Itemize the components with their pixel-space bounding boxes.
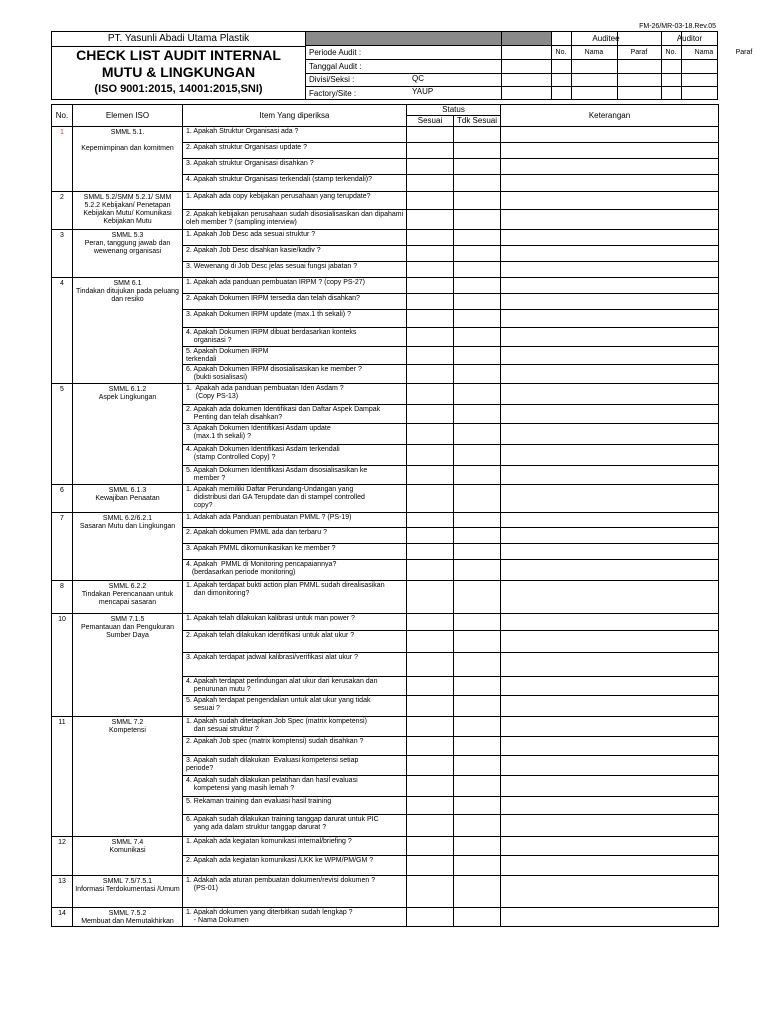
row-number: 7 — [52, 513, 73, 581]
table-row — [52, 614, 719, 631]
table-row — [52, 717, 719, 737]
auditee-no-header: No. — [555, 49, 567, 56]
sesuai-cell[interactable] — [407, 485, 454, 513]
table-row — [52, 278, 719, 294]
keterangan-cell[interactable] — [501, 856, 719, 876]
check-item: 3. Apakah Dokumen IRPM update (max.1 th sekali) ? — [183, 310, 407, 328]
tdk-sesuai-cell[interactable] — [454, 876, 501, 908]
tdk-sesuai-cell[interactable] — [454, 614, 501, 631]
tdk-sesuai-cell[interactable] — [454, 445, 501, 466]
keterangan-cell[interactable] — [501, 328, 719, 347]
tdk-sesuai-cell[interactable] — [454, 544, 501, 560]
elemen-iso: SMML 7.4 Komunikasi — [73, 837, 183, 876]
table-row — [52, 513, 719, 528]
row-number: 3 — [52, 230, 73, 278]
keterangan-cell[interactable] — [501, 631, 719, 653]
tdk-sesuai-cell[interactable] — [454, 246, 501, 262]
sesuai-cell[interactable] — [407, 776, 454, 797]
col-header-status: Status — [407, 105, 501, 116]
row-number: 13 — [52, 876, 73, 908]
keterangan-cell[interactable] — [501, 677, 719, 696]
check-item: 1. Apakah ada panduan pembuatan IRPM ? (copy PS-27) — [183, 278, 407, 294]
form-header — [51, 31, 753, 100]
check-item: 1. Apakah sudah ditetapkan Job Spec (matrix kompetensi) dan sesuai struktur ? — [183, 717, 407, 737]
check-item: 1. Apakah terdapat bukti action plan PMML sudah direalisasikan dan dimonitoring? — [183, 581, 407, 614]
tdk-sesuai-cell[interactable] — [454, 175, 501, 192]
row-number: 14 — [52, 908, 73, 927]
tdk-sesuai-cell[interactable] — [454, 143, 501, 159]
col-header-keterangan: Keterangan — [501, 105, 719, 127]
tanggal-audit-label: Tanggal Audit : — [309, 62, 362, 71]
check-item: 4. Apakah PMML di Monitoring pencapaiannya? (berdasarkan periode monitoring) — [183, 560, 407, 581]
sesuai-cell[interactable] — [407, 560, 454, 581]
check-item: 4. Apakah sudah dilakukan pelatihan dan hasil evaluasi kompetensi yang masih lemah ? — [183, 776, 407, 797]
sesuai-cell[interactable] — [407, 210, 454, 230]
keterangan-cell[interactable] — [501, 528, 719, 544]
tdk-sesuai-cell[interactable] — [454, 384, 501, 405]
elemen-iso: SMML 6.2/6.2.1 Sasaran Mutu dan Lingkungan — [73, 513, 183, 581]
keterangan-cell[interactable] — [501, 159, 719, 175]
sesuai-cell[interactable] — [407, 424, 454, 445]
auditor-heading: Auditor — [676, 34, 703, 43]
sesuai-cell[interactable] — [407, 581, 454, 614]
sesuai-cell[interactable] — [407, 262, 454, 278]
tdk-sesuai-cell[interactable] — [454, 192, 501, 210]
elemen-iso: SMM 6.1 Tindakan ditujukan pada peluang dan resiko — [73, 278, 183, 384]
keterangan-cell[interactable] — [501, 445, 719, 466]
keterangan-cell[interactable] — [501, 175, 719, 192]
check-item: 4. Apakah Dokumen IRPM dibuat berdasarkan konteks organisasi ? — [183, 328, 407, 347]
check-item: 1. Apakah Struktur Organisasi ada ? — [183, 127, 407, 143]
keterangan-cell[interactable] — [501, 347, 719, 365]
tdk-sesuai-cell[interactable] — [454, 513, 501, 528]
col-header-no: No. — [52, 105, 73, 127]
check-item: 1. Apakah telah dilakukan kalibrasi untuk man power ? — [183, 614, 407, 631]
elemen-iso: SMML 7.5.2 Membuat dan Memutakhirkan — [73, 908, 183, 927]
elemen-iso: SMML 6.1.3 Kewajiban Penaatan — [73, 485, 183, 513]
factory-site-value[interactable]: YAUP — [412, 87, 434, 96]
checklist-body — [52, 127, 719, 927]
divider — [551, 73, 717, 74]
check-item: 2. Apakah dokumen PMML ada dan terbaru ? — [183, 528, 407, 544]
tdk-sesuai-cell[interactable] — [454, 127, 501, 143]
elemen-iso: SMML 6.1.2 Aspek Lingkungan — [73, 384, 183, 485]
check-item: 6. Apakah Dokumen IRPM disosialisasikan ke member ? (bukti sosialisasi) — [183, 365, 407, 384]
table-row — [52, 127, 719, 143]
tdk-sesuai-cell[interactable] — [454, 631, 501, 653]
keterangan-cell[interactable] — [501, 815, 719, 837]
company-name: PT. Yasunli Abadi Utama Plastik — [52, 32, 305, 47]
tdk-sesuai-cell[interactable] — [454, 815, 501, 837]
check-item: 4. Apakah Dokumen Identifikasi Asdam terkendali (stamp Controlled Copy) ? — [183, 445, 407, 466]
sesuai-cell[interactable] — [407, 159, 454, 175]
tdk-sesuai-cell[interactable] — [454, 797, 501, 815]
tdk-sesuai-cell[interactable] — [454, 677, 501, 696]
tdk-sesuai-cell[interactable] — [454, 581, 501, 614]
keterangan-cell[interactable] — [501, 776, 719, 797]
check-item: 1. Adakah ada aturan pembuatan dokumen/revisi dokumen ? (PS-01) — [183, 876, 407, 908]
sesuai-cell[interactable] — [407, 856, 454, 876]
sesuai-cell[interactable] — [407, 653, 454, 677]
sesuai-cell[interactable] — [407, 677, 454, 696]
sesuai-cell[interactable] — [407, 328, 454, 347]
sesuai-cell[interactable] — [407, 127, 454, 143]
row-number: 1 — [52, 127, 73, 192]
check-item: 3. Apakah terdapat jadwal kalibrasi/verifikasi alat ukur ? — [183, 653, 407, 677]
check-item: 1. Apakah memiliki Daftar Perundang-Undangan yang didistribusi dari GA Terupdate dan di stampel controlled copy? — [183, 485, 407, 513]
sesuai-cell[interactable] — [407, 230, 454, 246]
sesuai-cell[interactable] — [407, 175, 454, 192]
check-item: 1. Adakah ada Panduan pembuatan PMML ? (PS-19) — [183, 513, 407, 528]
check-item: 4. Apakah struktur Organisasi terkendali (stamp terkendali)? — [183, 175, 407, 192]
table-row — [52, 837, 719, 856]
divider — [551, 59, 717, 60]
check-item: 2. Apakah Job Desc disahkan kasie/kadiv ? — [183, 246, 407, 262]
keterangan-cell[interactable] — [501, 246, 719, 262]
keterangan-cell[interactable] — [501, 384, 719, 405]
check-item: 5. Apakah terdapat pengendalian untuk alat ukur yang tidak sesuai ? — [183, 696, 407, 717]
keterangan-cell[interactable] — [501, 210, 719, 230]
tdk-sesuai-cell[interactable] — [454, 424, 501, 445]
tdk-sesuai-cell[interactable] — [454, 210, 501, 230]
title-line-2: MUTU & LINGKUNGAN — [101, 64, 256, 80]
auditee-heading: Auditee — [592, 34, 620, 43]
factory-site-label: Factory/Site : — [309, 89, 357, 98]
keterangan-cell[interactable] — [501, 581, 719, 614]
check-item: 6. Apakah sudah dilakukan training tanggap darurat untuk PIC yang ada dalam struktur tanggap darurat ? — [183, 815, 407, 837]
elemen-iso: SMML 6.2.2 Tindakan Perencanaan untuk mencapai sasaran — [73, 581, 183, 614]
auditor-nama-header: Nama — [694, 49, 714, 56]
check-item: 2. Apakah ada dokumen Identifikasi dan Daftar Aspek Dampak Penting dan telah disahkan? — [183, 405, 407, 424]
tdk-sesuai-cell[interactable] — [454, 756, 501, 776]
tdk-sesuai-cell[interactable] — [454, 230, 501, 246]
elemen-iso: SMML 7.2 Kompetensi — [73, 717, 183, 837]
sesuai-cell[interactable] — [407, 696, 454, 717]
tdk-sesuai-cell[interactable] — [454, 262, 501, 278]
tdk-sesuai-cell[interactable] — [454, 837, 501, 856]
tdk-sesuai-cell[interactable] — [454, 405, 501, 424]
keterangan-cell[interactable] — [501, 310, 719, 328]
keterangan-cell[interactable] — [501, 262, 719, 278]
keterangan-cell[interactable] — [501, 614, 719, 631]
keterangan-cell[interactable] — [501, 737, 719, 756]
keterangan-cell[interactable] — [501, 908, 719, 927]
tdk-sesuai-cell[interactable] — [454, 466, 501, 485]
keterangan-cell[interactable] — [501, 230, 719, 246]
sesuai-cell[interactable] — [407, 717, 454, 737]
tdk-sesuai-cell[interactable] — [454, 278, 501, 294]
tdk-sesuai-cell[interactable] — [454, 485, 501, 513]
divider — [551, 86, 717, 87]
tdk-sesuai-cell[interactable] — [454, 310, 501, 328]
auditor-no-header: No. — [665, 49, 677, 56]
row-number: 10 — [52, 614, 73, 717]
check-item: 2. Apakah ada kegiatan komunikasi /LKK ke WPM/PM/GM ? — [183, 856, 407, 876]
table-row — [52, 908, 719, 927]
sesuai-cell[interactable] — [407, 631, 454, 653]
checklist-table — [51, 104, 719, 927]
keterangan-cell[interactable] — [501, 143, 719, 159]
check-item: 3. Apakah struktur Organisasi disahkan ? — [183, 159, 407, 175]
keterangan-cell[interactable] — [501, 876, 719, 908]
tdk-sesuai-cell[interactable] — [454, 328, 501, 347]
check-item: 1. Apakah ada copy kebijakan perusahaan yang terupdate? — [183, 192, 407, 210]
sesuai-cell[interactable] — [407, 278, 454, 294]
divisi-seksi-value[interactable]: QC — [412, 74, 424, 83]
table-row — [52, 485, 719, 513]
elemen-iso: SMML 5.2/SMM 5.2.1/ SMM 5.2.2 Kebijakan/ Penetapan Kebijakan Mutu/ Komunikasi Kebijakan Mutu — [73, 192, 183, 230]
sesuai-cell[interactable] — [407, 544, 454, 560]
divisi-seksi-label: Divisi/Seksi : — [309, 75, 355, 84]
table-row — [52, 876, 719, 908]
keterangan-cell[interactable] — [501, 544, 719, 560]
table-row — [52, 384, 719, 405]
table-row — [52, 192, 719, 210]
keterangan-cell[interactable] — [501, 424, 719, 445]
tdk-sesuai-cell[interactable] — [454, 365, 501, 384]
keterangan-cell[interactable] — [501, 365, 719, 384]
row-number: 11 — [52, 717, 73, 837]
keterangan-cell[interactable] — [501, 127, 719, 143]
keterangan-cell[interactable] — [501, 278, 719, 294]
keterangan-cell[interactable] — [501, 756, 719, 776]
check-item: 1. Apakah Job Desc ada sesuai struktur ? — [183, 230, 407, 246]
row-number: 5 — [52, 384, 73, 485]
shaded-band — [306, 32, 551, 45]
sesuai-cell[interactable] — [407, 876, 454, 908]
tdk-sesuai-cell[interactable] — [454, 653, 501, 677]
row-number: 12 — [52, 837, 73, 876]
check-item: 1. Apakah ada kegiatan komunikasi internal/briefing ? — [183, 837, 407, 856]
tdk-sesuai-cell[interactable] — [454, 560, 501, 581]
tdk-sesuai-cell[interactable] — [454, 737, 501, 756]
check-item: 5. Apakah Dokumen IRPM terkendali — [183, 347, 407, 365]
check-item: 3. Apakah sudah dilakukan Evaluasi kompetensi setiap periode? — [183, 756, 407, 776]
keterangan-cell[interactable] — [501, 837, 719, 856]
keterangan-cell[interactable] — [501, 294, 719, 310]
keterangan-cell[interactable] — [501, 513, 719, 528]
check-item: 5. Apakah Dokumen Identifikasi Asdam disosialisasikan ke member ? — [183, 466, 407, 485]
sesuai-cell[interactable] — [407, 528, 454, 544]
col-header-elemen: Elemen ISO — [73, 105, 183, 127]
table-row — [52, 581, 719, 614]
check-item: 2. Apakah Job spec (matrix komptensi) sudah disahkan ? — [183, 737, 407, 756]
sesuai-cell[interactable] — [407, 837, 454, 856]
tdk-sesuai-cell[interactable] — [454, 908, 501, 927]
auditee-paraf-header: Paraf — [630, 49, 648, 56]
auditee-nama-header: Nama — [584, 49, 604, 56]
elemen-iso: SMML 5.3 Peran, tanggung jawab dan wewenang organisasi — [73, 230, 183, 278]
check-item: 3. Apakah PMML dikomunikasikan ke member ? — [183, 544, 407, 560]
tdk-sesuai-cell[interactable] — [454, 159, 501, 175]
tdk-sesuai-cell[interactable] — [454, 347, 501, 365]
keterangan-cell[interactable] — [501, 485, 719, 513]
sesuai-cell[interactable] — [407, 246, 454, 262]
tdk-sesuai-cell[interactable] — [454, 717, 501, 737]
row-number: 6 — [52, 485, 73, 513]
sesuai-cell[interactable] — [407, 192, 454, 210]
tdk-sesuai-cell[interactable] — [454, 856, 501, 876]
sesuai-cell[interactable] — [407, 908, 454, 927]
col-header-item: Item Yang diperiksa — [183, 105, 407, 127]
check-item: 3. Wewenang di Job Desc jelas sesuai fungsi jabatan ? — [183, 262, 407, 278]
sesuai-cell[interactable] — [407, 466, 454, 485]
check-item: 2. Apakah struktur Organisasi update ? — [183, 143, 407, 159]
title-line-3: (ISO 9001:2015, 14001:2015,SNI) — [94, 83, 263, 95]
tdk-sesuai-cell[interactable] — [454, 528, 501, 544]
sesuai-cell[interactable] — [407, 365, 454, 384]
col-header-sesuai: Sesuai — [407, 116, 454, 127]
check-item: 2. Apakah telah dilakukan identifikasi untuk alat ukur ? — [183, 631, 407, 653]
check-item: 1. Apakah ada panduan pembuatan Iden Asdam ? (Copy PS-13) — [183, 384, 407, 405]
sesuai-cell[interactable] — [407, 797, 454, 815]
keterangan-cell[interactable] — [501, 653, 719, 677]
row-number: 2 — [52, 192, 73, 230]
keterangan-cell[interactable] — [501, 797, 719, 815]
sesuai-cell[interactable] — [407, 756, 454, 776]
sesuai-cell[interactable] — [407, 347, 454, 365]
keterangan-cell[interactable] — [501, 717, 719, 737]
sesuai-cell[interactable] — [407, 294, 454, 310]
check-item: 2. Apakah Dokumen IRPM tersedia dan telah disahkan? — [183, 294, 407, 310]
col-header-tdk-sesuai: Tdk Sesuai — [454, 116, 501, 127]
elemen-iso: SMML 5.1. Kepemimpinan dan komitmen — [73, 127, 183, 192]
check-item: 5. Rekaman training dan evaluasi hasil training — [183, 797, 407, 815]
divider — [501, 32, 502, 99]
sesuai-cell[interactable] — [407, 143, 454, 159]
keterangan-cell[interactable] — [501, 466, 719, 485]
check-item: 3. Apakah Dokumen Identifikasi Asdam update (max.1 th sekali) ? — [183, 424, 407, 445]
form-code: FM-26/MR-03-18.Rev.05 — [639, 23, 716, 30]
keterangan-cell[interactable] — [501, 405, 719, 424]
elemen-iso: SMML 7.5/7.5.1 Informasi Terdokumentasi /Umum — [73, 876, 183, 908]
sesuai-cell[interactable] — [407, 513, 454, 528]
tdk-sesuai-cell[interactable] — [454, 294, 501, 310]
sesuai-cell[interactable] — [407, 405, 454, 424]
row-number: 8 — [52, 581, 73, 614]
title-line-1: CHECK LIST AUDIT INTERNAL — [76, 47, 281, 63]
sesuai-cell[interactable] — [407, 737, 454, 756]
tdk-sesuai-cell[interactable] — [454, 696, 501, 717]
row-number: 4 — [52, 278, 73, 384]
sesuai-cell[interactable] — [407, 384, 454, 405]
sesuai-cell[interactable] — [407, 445, 454, 466]
form-title — [52, 47, 305, 97]
elemen-iso: SMM 7.1.5 Pemantauan dan Pengukuran Sumber Daya — [73, 614, 183, 717]
auditor-paraf-header: Paraf — [735, 49, 753, 56]
keterangan-cell[interactable] — [501, 192, 719, 210]
keterangan-cell[interactable] — [501, 560, 719, 581]
sesuai-cell[interactable] — [407, 815, 454, 837]
table-row — [52, 230, 719, 246]
sesuai-cell[interactable] — [407, 614, 454, 631]
check-item: 4. Apakah terdapat perlindungan alat ukur dari kerusakan dan penurunan mutu ? — [183, 677, 407, 696]
keterangan-cell[interactable] — [501, 696, 719, 717]
check-item: 2. Apakah kebijakan perusahaan sudah disosialisasikan dan dipahami oleh member ? (sampling interview) — [183, 210, 407, 230]
periode-audit-label: Periode Audit : — [309, 48, 362, 57]
tdk-sesuai-cell[interactable] — [454, 776, 501, 797]
sesuai-cell[interactable] — [407, 310, 454, 328]
check-item: 1. Apakah dokumen yang diterbitkan sudah lengkap ? - Nama Dokumen — [183, 908, 407, 927]
